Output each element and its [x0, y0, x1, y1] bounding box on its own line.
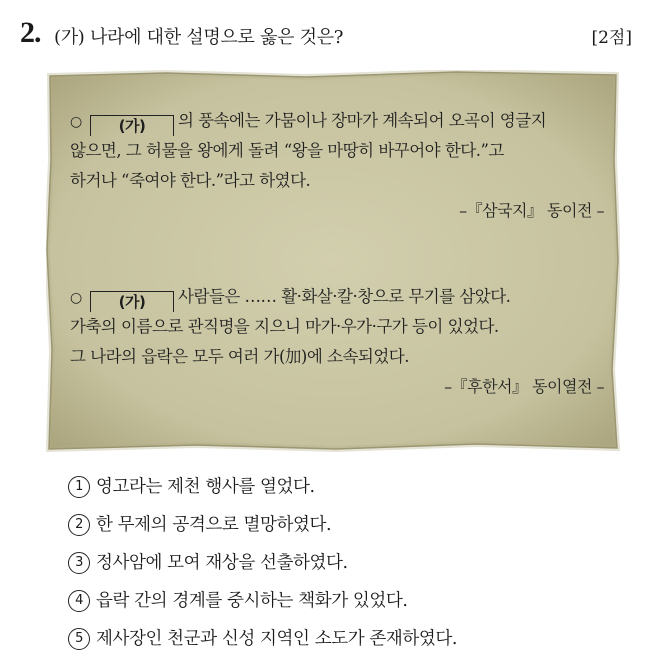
passage-2-text: 사람들은 …… 활·화살·칼·창으로 무기를 삼았다.: [178, 287, 511, 306]
choice-number: 1: [68, 476, 90, 498]
choice-1[interactable]: [68, 468, 638, 506]
choice-text: 영고라는 제천 행사를 열었다.: [96, 477, 315, 497]
choice-3[interactable]: [68, 544, 638, 582]
answer-choices: [68, 468, 638, 658]
passage-2-line-2: 가축의 이름으로 관직명을 지으니 마가·우가·구가 등이 있었다.: [70, 317, 499, 336]
passage-1-line-3: 하거나 “죽여야 한다.”라고 하였다.: [70, 171, 311, 190]
choice-number: 2: [68, 514, 90, 536]
passage-2-source: –『후한서』 동이열전 –: [444, 377, 604, 396]
choice-5[interactable]: [68, 620, 638, 658]
passage-2-line-1: [70, 282, 618, 312]
question-text: (가) 나라에 대한 설명으로 옳은 것은?: [54, 27, 344, 48]
passage-1-line-2: 않으면, 그 허물을 왕에게 돌려 “왕을 마땅히 바꾸어야 한다.”고: [70, 141, 504, 160]
question-points: [2점]: [591, 28, 632, 48]
passage-2: [70, 282, 618, 402]
choice-text: 한 무제의 공격으로 멸망하였다.: [96, 515, 332, 535]
passage-1: [70, 106, 618, 226]
choice-text: 제사장인 천군과 신성 지역인 소도가 존재하였다.: [96, 629, 458, 649]
choice-number: 5: [68, 628, 90, 650]
choice-number: 3: [68, 552, 90, 574]
choice-text: 정사암에 모여 재상을 선출하였다.: [96, 553, 348, 573]
choice-number: 4: [68, 590, 90, 612]
bullet-circle: ○: [70, 114, 82, 130]
passage-1-line-1: [70, 106, 618, 136]
choice-4[interactable]: [68, 582, 638, 620]
question-number: 2.: [20, 16, 41, 49]
blank-box: (가): [90, 115, 174, 136]
passage-2-line-3: 그 나라의 읍락은 모두 여러 가(加)에 소속되었다.: [70, 347, 409, 366]
bullet-circle: ○: [70, 290, 82, 306]
question-header: [20, 14, 640, 54]
choice-text: 읍락 간의 경계를 중시하는 책화가 있었다.: [96, 591, 408, 611]
passage-1-source: –『삼국지』 동이전 –: [459, 201, 604, 220]
blank-box: (가): [90, 291, 174, 312]
passage-1-text: 의 풍속에는 가뭄이나 장마가 계속되어 오곡이 영글지: [178, 111, 547, 130]
choice-2[interactable]: [68, 506, 638, 544]
